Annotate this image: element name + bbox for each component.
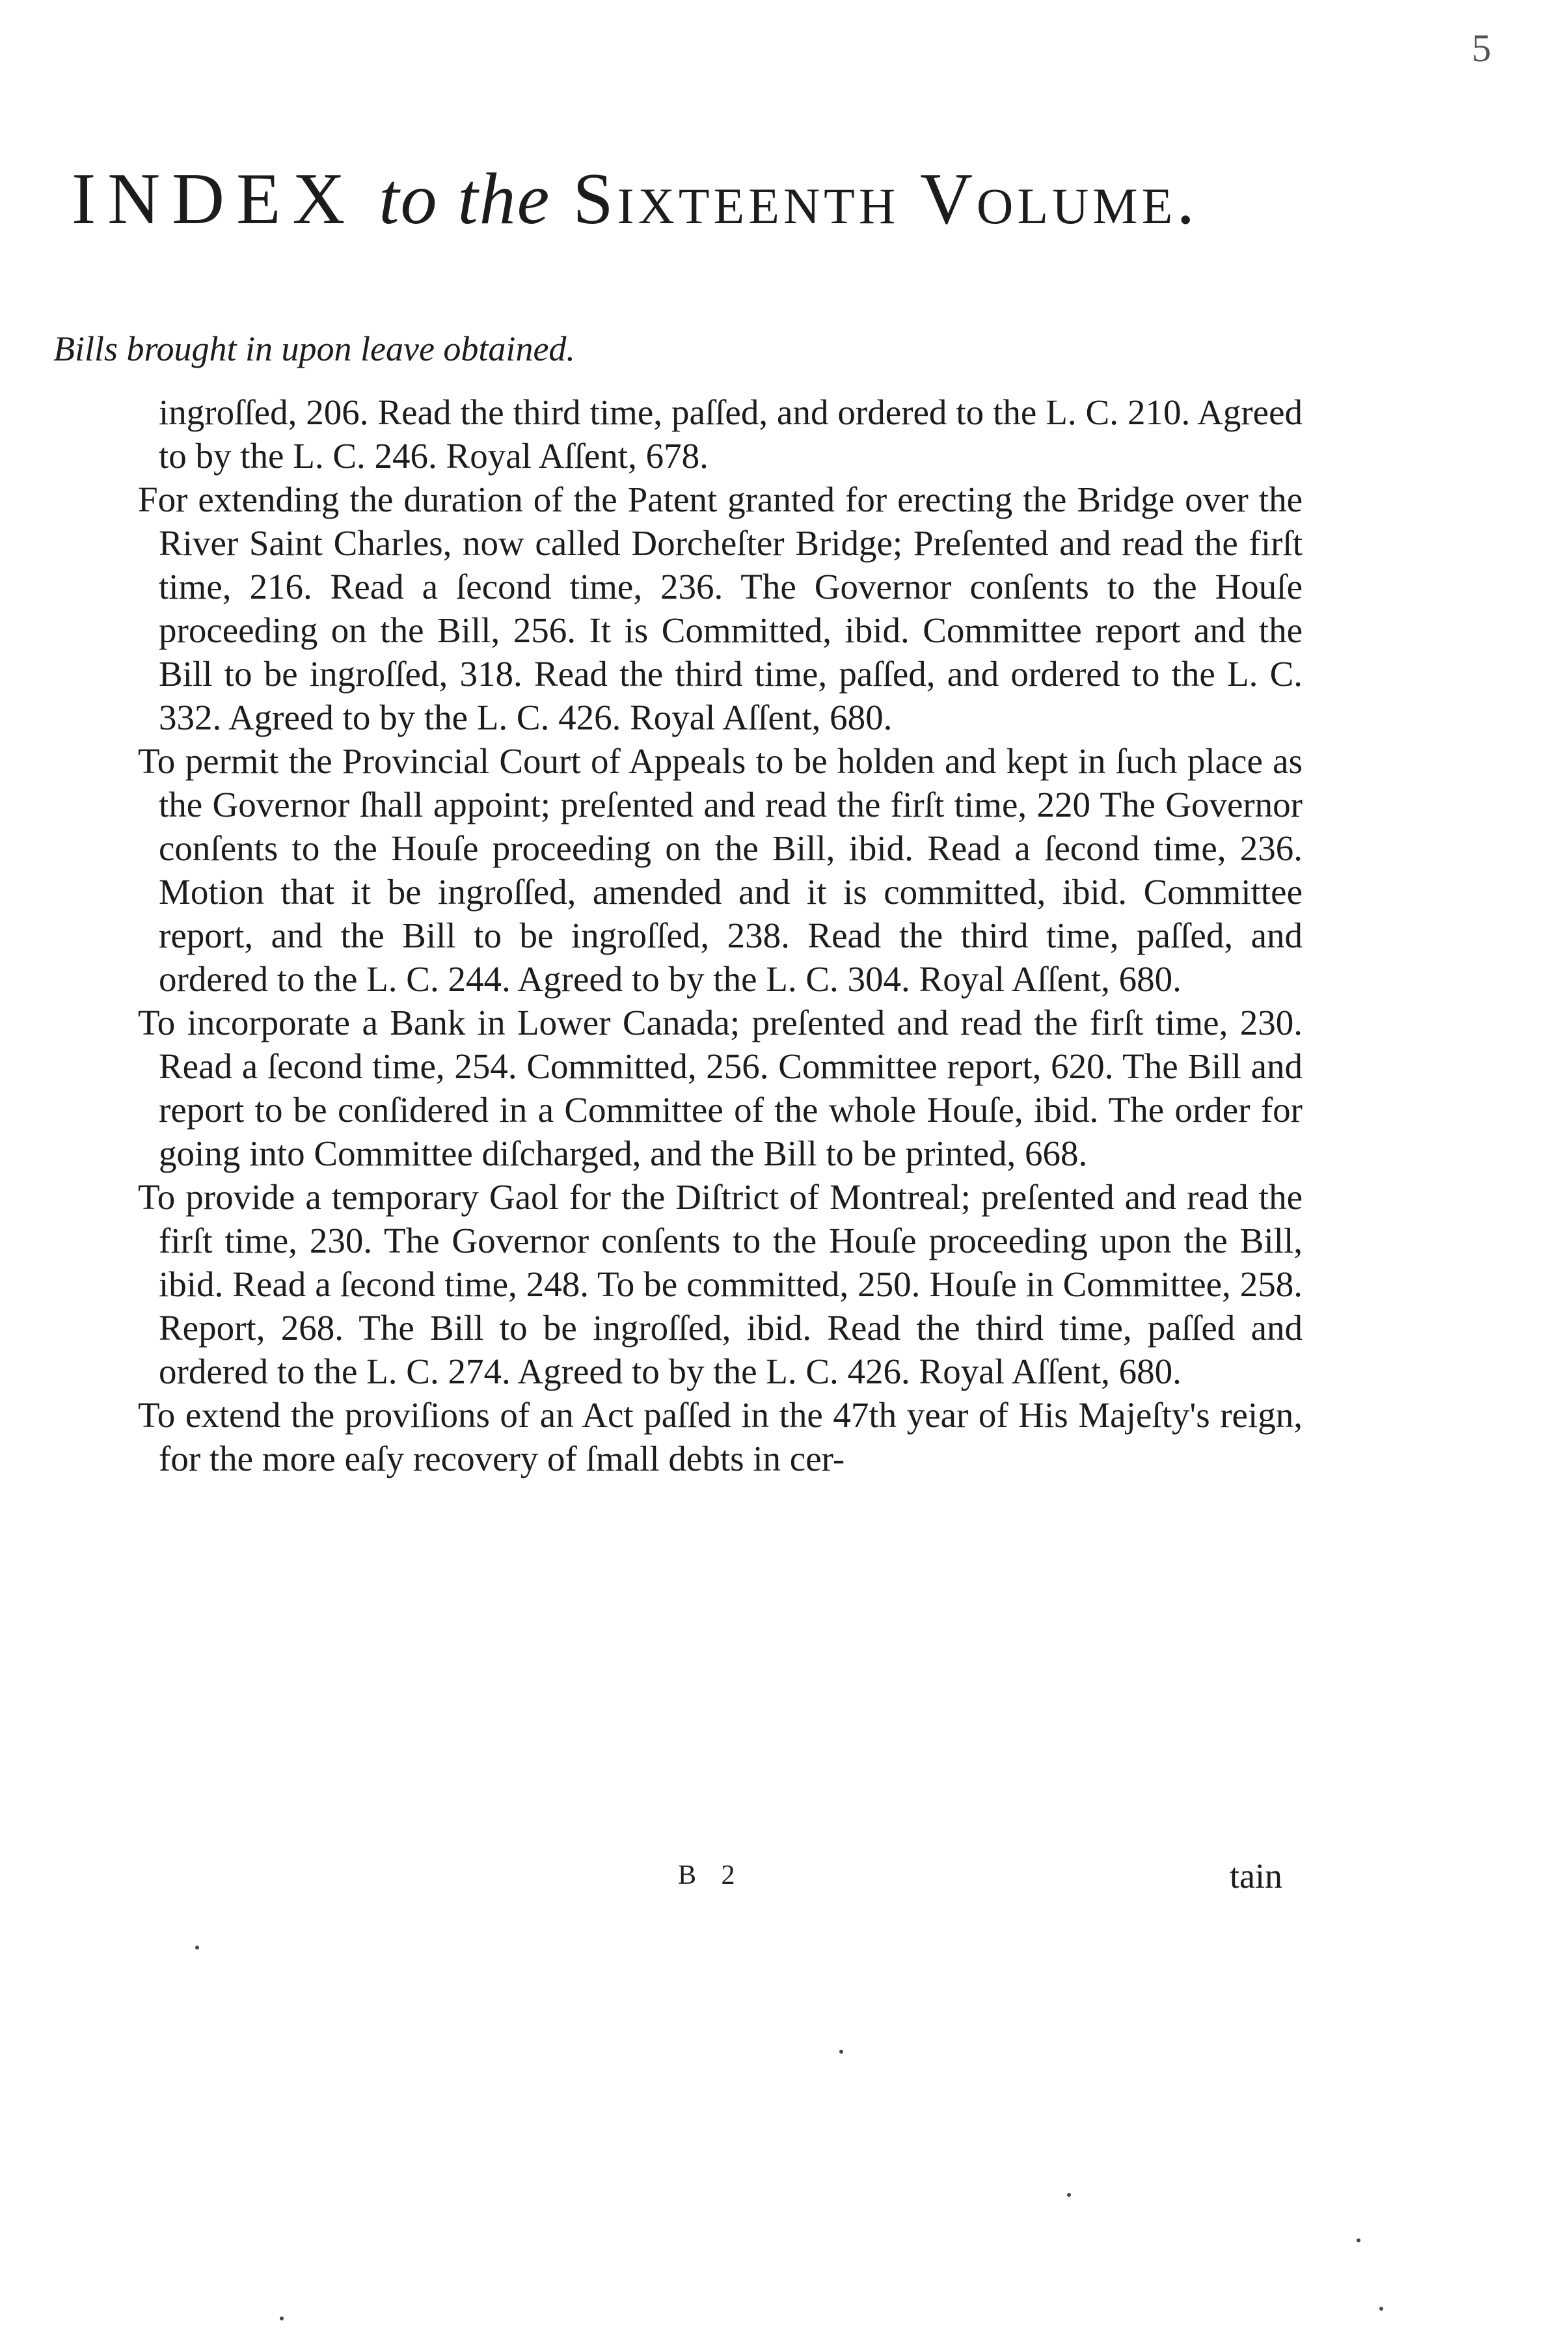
paper-speck xyxy=(1067,2193,1071,2197)
paper-speck xyxy=(280,2317,284,2320)
paper-speck xyxy=(1357,2238,1360,2242)
page-corner-mark: 5 xyxy=(1472,27,1491,70)
paper-speck xyxy=(1379,2307,1383,2311)
index-entry: For extending the duration of the Patent granted for erecting the Bridge over the River Saint Charles, now called Dorcheſter Bridge; Preſented and read the firſt time, 216. Read a ſecond time, 236. The Governor conſents to the Houſe proceeding on the Bill, 256. It is Committed, ibid. Committee report and the Bill to be ingroſſed, 318. Read the third time, paſſed, and ordered to the L. C. 332. Agreed to by the L. C. 426. Royal Aſſent, 680. xyxy=(138,480,1303,737)
title-volume: Sixteenth Volume. xyxy=(573,159,1199,239)
index-entry: ingroſſed, 206. Read the third time, paſſed, and ordered to the L. C. 210. Agreed to by the L. C. 246. Royal Aſſent, 678. xyxy=(159,392,1303,476)
page-title xyxy=(72,159,1308,239)
index-entry: To permit the Provincial Court of Appeals to be holden and kept in ſuch place as the Governor ſhall appoint; preſented and read the firſt time, 220 The Governor conſents to the Houſe proceeding on the Bill, ibid. Read a ſecond time, 236. Motion that it be ingroſſed, amended and it is committed, ibid. Committee report, and the Bill to be ingroſſed, 238. Read the third time, paſſed, and ordered to the L. C. 244. Agreed to by the L. C. 304. Royal Aſſent, 680. xyxy=(138,741,1303,999)
title-to-the: to the xyxy=(379,159,551,239)
index-entries xyxy=(138,390,1303,1480)
index-entry: To provide a temporary Gaol for the Diſtrict of Montreal; preſented and read the firſt time, 230. The Governor conſents to the Houſe proceeding upon the Bill, ibid. Read a ſecond time, 248. To be committed, 250. Houſe in Committee, 258. Report, 268. The Bill to be ingroſſed, ibid. Read the third time, paſſed and ordered to the L. C. 274. Agreed to by the L. C. 426. Royal Aſſent, 680. xyxy=(138,1177,1303,1391)
signature-mark: B 2 xyxy=(678,1860,744,1890)
index-entry: To incorporate a Bank in Lower Canada; preſented and read the firſt time, 230. Read a ſecond time, 254. Committed, 256. Committee report, 620. The Bill and report to be conſidered in a Committee of the whole Houſe, ibid. The order for going into Committee diſcharged, and the Bill to be printed, 668. xyxy=(138,1003,1303,1173)
paper-speck xyxy=(839,2050,843,2054)
paper-speck xyxy=(195,1946,199,1950)
index-entry: To extend the proviſions of an Act paſſed in the 47th year of His Majeſty's reign, for the more eaſy recovery of ſmall debts in cer- xyxy=(138,1395,1303,1478)
section-heading: Bills brought in upon leave obtained. xyxy=(53,329,575,368)
catchword: tain xyxy=(1230,1856,1282,1896)
title-index-word: INDEX xyxy=(72,159,357,239)
